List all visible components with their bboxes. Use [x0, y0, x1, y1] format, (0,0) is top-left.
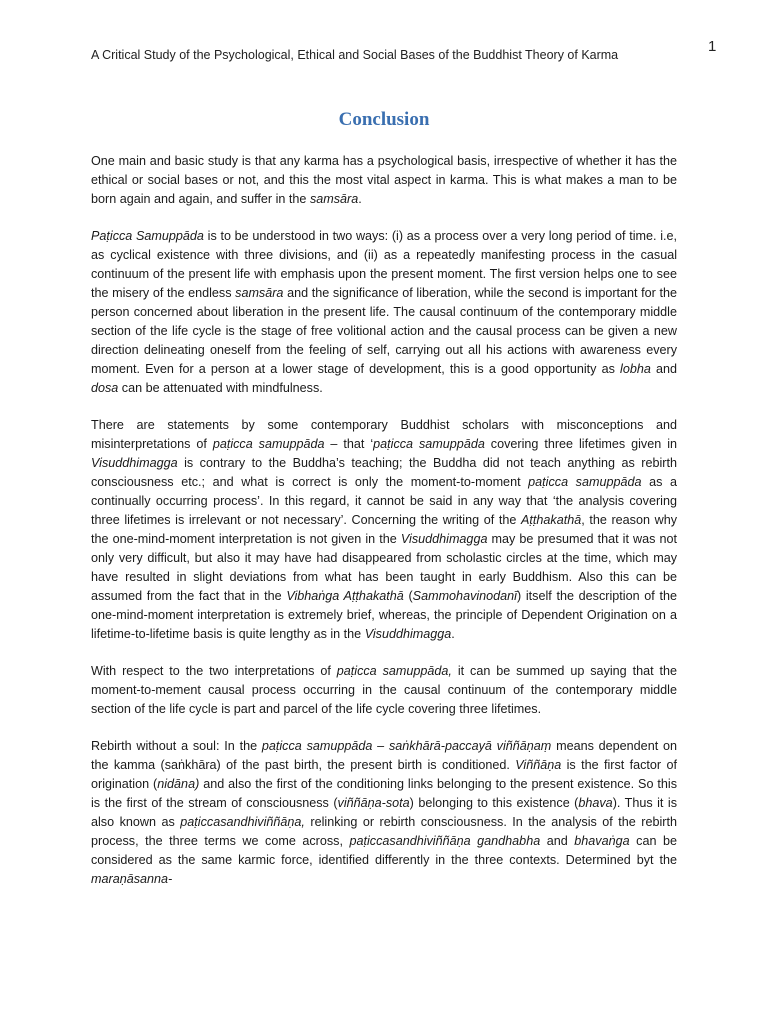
italic-term: paṭicca samuppāda: [212, 437, 325, 451]
italic-term: Visuddhimagga: [364, 627, 452, 641]
text-run: ) belonging to this existence (: [409, 796, 579, 810]
text-run: – that ‘: [324, 437, 374, 451]
text-run: With respect to the two interpretations of: [91, 664, 337, 678]
text-run: One main and basic study is that any karma has a psychological basis, irrespective of whether it has the ethical or social bases or not, and this the most vital aspect in karma. This is what makes a man to be born again and again, and suffer in the: [91, 154, 677, 206]
paragraph-2: [91, 227, 677, 398]
text-run: and the significance of liberation, while the second is important for the person concerned about liberation in the present life. The causal continuum of the contemporary middle section of the life cycle is the stage of free volitional action and the causal process can be given a new direction delineating oneself from the feeling of self, carrying out all his actions with awareness every moment. Even for a person at a lower stage of development, this is a good opportunity as: [91, 286, 678, 376]
text-run: is to be understood in two ways: (i) as a process over a very long period of time. i.e, as cyclical existence with three divisions, and (ii) as a repeatedly manifesting process in the casual continuum of the present life with emphasis upon the present moment. The first version helps one to see the misery of the endless: [91, 229, 677, 300]
text-run: relinking or rebirth consciousness. In the analysis of the rebirth process, the three terms we come across,: [91, 815, 677, 848]
italic-term: paṭiccasandhiviññāṇa,: [180, 815, 305, 829]
paragraph-1: [91, 152, 677, 209]
italic-term: Aṭṭhakathā: [521, 513, 582, 527]
text-run: .: [451, 627, 455, 641]
italic-term: Paṭicca Samuppāda: [91, 229, 204, 243]
text-run: means dependent on the kamma (saṅkhāra) of the past birth, the present birth is conditioned.: [91, 739, 677, 772]
text-run: and: [650, 362, 677, 376]
text-run: Rebirth without a soul: In the: [91, 739, 262, 753]
italic-term: dosa: [91, 381, 119, 395]
italic-term: Vibhaṅga Aṭṭhakathā: [286, 589, 404, 603]
text-run: is the first factor of origination (: [91, 758, 677, 791]
italic-term: nidāna): [157, 777, 200, 791]
italic-term: samsāra: [309, 192, 359, 206]
italic-term: samsāra: [235, 286, 284, 300]
italic-term: Visuddhimagga: [91, 456, 178, 470]
paragraph-3: [91, 416, 677, 644]
body-text: [91, 152, 677, 889]
text-run: can be attenuated with mindfulness.: [118, 381, 323, 395]
paragraph-4: [91, 662, 677, 719]
italic-term: paṭiccasandhiviññāṇa gandhabha: [349, 834, 541, 848]
text-run: .: [358, 192, 362, 206]
italic-term: Viññāṇa: [515, 758, 562, 772]
text-run: There are statements by some contemporary Buddhist scholars with misconceptions and misinterpretations of: [91, 418, 677, 451]
text-run: as a continually occurring process’. In this regard, it cannot be said in any way that ‘the analysis covering three lifetimes is irrelevant or not necessary’. Concerning the writing of the: [91, 475, 678, 527]
text-run: it can be summed up saying that the moment-to-mement causal process occurring in the causal continuum of the contemporary middle section of the life cycle is part and parcel of the life cycle covering three lifetimes.: [91, 664, 677, 716]
italic-term: paṭicca samuppāda: [528, 475, 642, 489]
running-header: A Critical Study of the Psychological, Ethical and Social Bases of the Buddhist Theory of Karma: [91, 48, 619, 62]
italic-term: paṭicca samuppāda – saṅkhārā-paccayā viññāṇaṃ: [261, 739, 552, 753]
text-run: may be presumed that it was not only very difficult, but also it may have had disappeared from scholastic circles at the time, which may have resulted in slight deviations from what has been taught in early Buddhism. Also this can be assumed from the fact that in the: [91, 532, 678, 603]
italic-term: maraṇāsanna-: [91, 872, 173, 886]
text-run: covering three lifetimes given in: [484, 437, 677, 451]
text-run: ). Thus it is also known as: [91, 796, 677, 829]
text-run: and: [540, 834, 575, 848]
italic-term: paṭicca samuppāda: [373, 437, 485, 451]
text-run: , the reason why the one-mind-moment interpretation is not given in the: [91, 513, 677, 546]
italic-term: Visuddhimagga: [400, 532, 488, 546]
italic-term: bhavaṅga: [574, 834, 630, 848]
italic-term: lobha: [620, 362, 651, 376]
italic-term: viññāṇa-sota: [337, 796, 410, 810]
italic-term: paṭicca samuppāda,: [336, 664, 452, 678]
page-number: 1: [708, 38, 717, 55]
text-run: can be considered as the same karmic force, identified differently in the three contexts. Determined byt the: [91, 834, 677, 867]
text-run: is contrary to the Buddha’s teaching; the Buddha did not teach anything as rebirth consciousness etc.; and what is correct is only the moment-to-moment: [91, 456, 677, 489]
italic-term: bhava: [578, 796, 613, 810]
text-run: ) itself the description of the one-mind-moment interpretation is extremely brief, whereas, the principle of Dependent Origination on a lifetime-to-lifetime basis is quite lengthy as in the: [91, 589, 677, 641]
section-title: Conclusion: [338, 109, 430, 130]
text-run: (: [403, 589, 413, 603]
paragraph-5: [91, 737, 677, 889]
text-run: and also the first of the conditioning links belonging to the present existence. So this is the first of the stream of consciousness (: [91, 777, 677, 810]
italic-term: Sammohavinodanī: [412, 589, 517, 603]
